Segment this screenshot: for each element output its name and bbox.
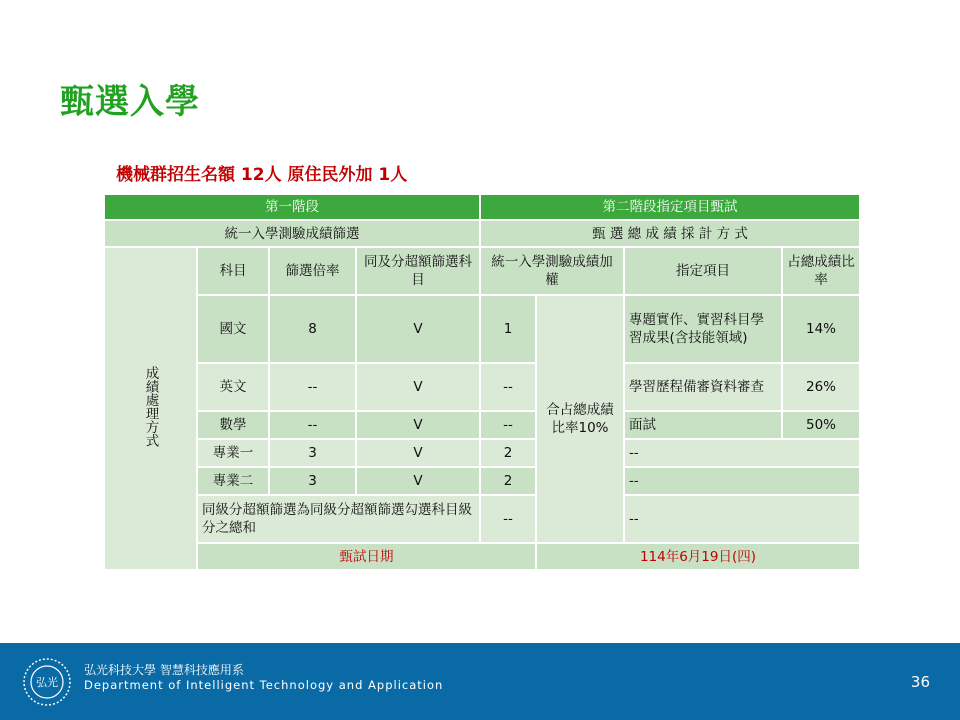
ratio-cell: 14% — [782, 295, 860, 363]
subject-cell: 國文 — [197, 295, 269, 363]
col-multiplier: 篩選倍率 — [269, 247, 356, 295]
col-same-score: 同及分超額篩選科目 — [356, 247, 480, 295]
multiplier-cell: 3 — [269, 467, 356, 495]
page-number: 36 — [910, 673, 930, 691]
quota-subtitle: 機械群招生名額 12人 原住民外加 1人 — [116, 165, 408, 185]
same-cell: V — [356, 363, 480, 411]
item-cell: 專題實作、實習科目學習成果(含技能領域) — [624, 295, 782, 363]
col-ratio: 占總成績比率 — [782, 247, 860, 295]
merged-weight: 合占總成績比率10% — [546, 402, 614, 436]
school-name-en: Department of Intelligent Technology and Application — [84, 678, 444, 692]
item-cell: -- — [624, 439, 860, 467]
subject-cell: 專業二 — [197, 467, 269, 495]
exam-date-value: 114年6月19日(四) — [536, 543, 860, 570]
multiplier-cell: 8 — [269, 295, 356, 363]
footer-bar — [0, 643, 960, 720]
multiplier-cell: -- — [269, 363, 356, 411]
merged-weight-cell — [536, 295, 624, 543]
same-cell: V — [356, 439, 480, 467]
logo-text: 弘光 — [36, 676, 58, 689]
item-cell: 學習歷程備審資料審查 — [624, 363, 782, 411]
stage1-header: 第一階段 — [104, 194, 480, 220]
same-cell: V — [356, 467, 480, 495]
stage1-subheader: 統一入學測驗成績篩選 — [104, 220, 480, 247]
note-weight-cell: -- — [480, 495, 536, 543]
exam-date-label: 甄試日期 — [197, 543, 536, 570]
side-label-cell — [104, 247, 197, 570]
stage2-subheader: 甄 選 總 成 績 採 計 方 式 — [480, 220, 860, 247]
same-cell: V — [356, 295, 480, 363]
col-item: 指定項目 — [624, 247, 782, 295]
note-cell: 同級分超額篩選為同級分超額篩選勾選科目級分之總和 — [197, 495, 480, 543]
weight-cell: -- — [480, 411, 536, 439]
stage2-header: 第二階段指定項目甄試 — [480, 194, 860, 220]
side-label: 成績處理方式 — [142, 365, 159, 447]
university-logo-icon — [22, 657, 72, 707]
col-weight: 統一入學測驗成績加權 — [480, 247, 624, 295]
weight-cell: 2 — [480, 467, 536, 495]
subject-cell: 英文 — [197, 363, 269, 411]
multiplier-cell: -- — [269, 411, 356, 439]
ratio-cell: 26% — [782, 363, 860, 411]
weight-cell: 1 — [480, 295, 536, 363]
col-subject: 科目 — [197, 247, 269, 295]
same-cell: V — [356, 411, 480, 439]
note-item-cell: -- — [624, 495, 860, 543]
school-name-cn: 弘光科技大學 智慧科技應用系 — [84, 663, 244, 677]
slide-title: 甄選入學 — [60, 82, 200, 122]
subject-cell: 數學 — [197, 411, 269, 439]
weight-cell: 2 — [480, 439, 536, 467]
weight-cell: -- — [480, 363, 536, 411]
item-cell: 面試 — [624, 411, 782, 439]
ratio-cell: 50% — [782, 411, 860, 439]
multiplier-cell: 3 — [269, 439, 356, 467]
admission-table — [103, 193, 861, 571]
subject-cell: 專業一 — [197, 439, 269, 467]
item-cell: -- — [624, 467, 860, 495]
